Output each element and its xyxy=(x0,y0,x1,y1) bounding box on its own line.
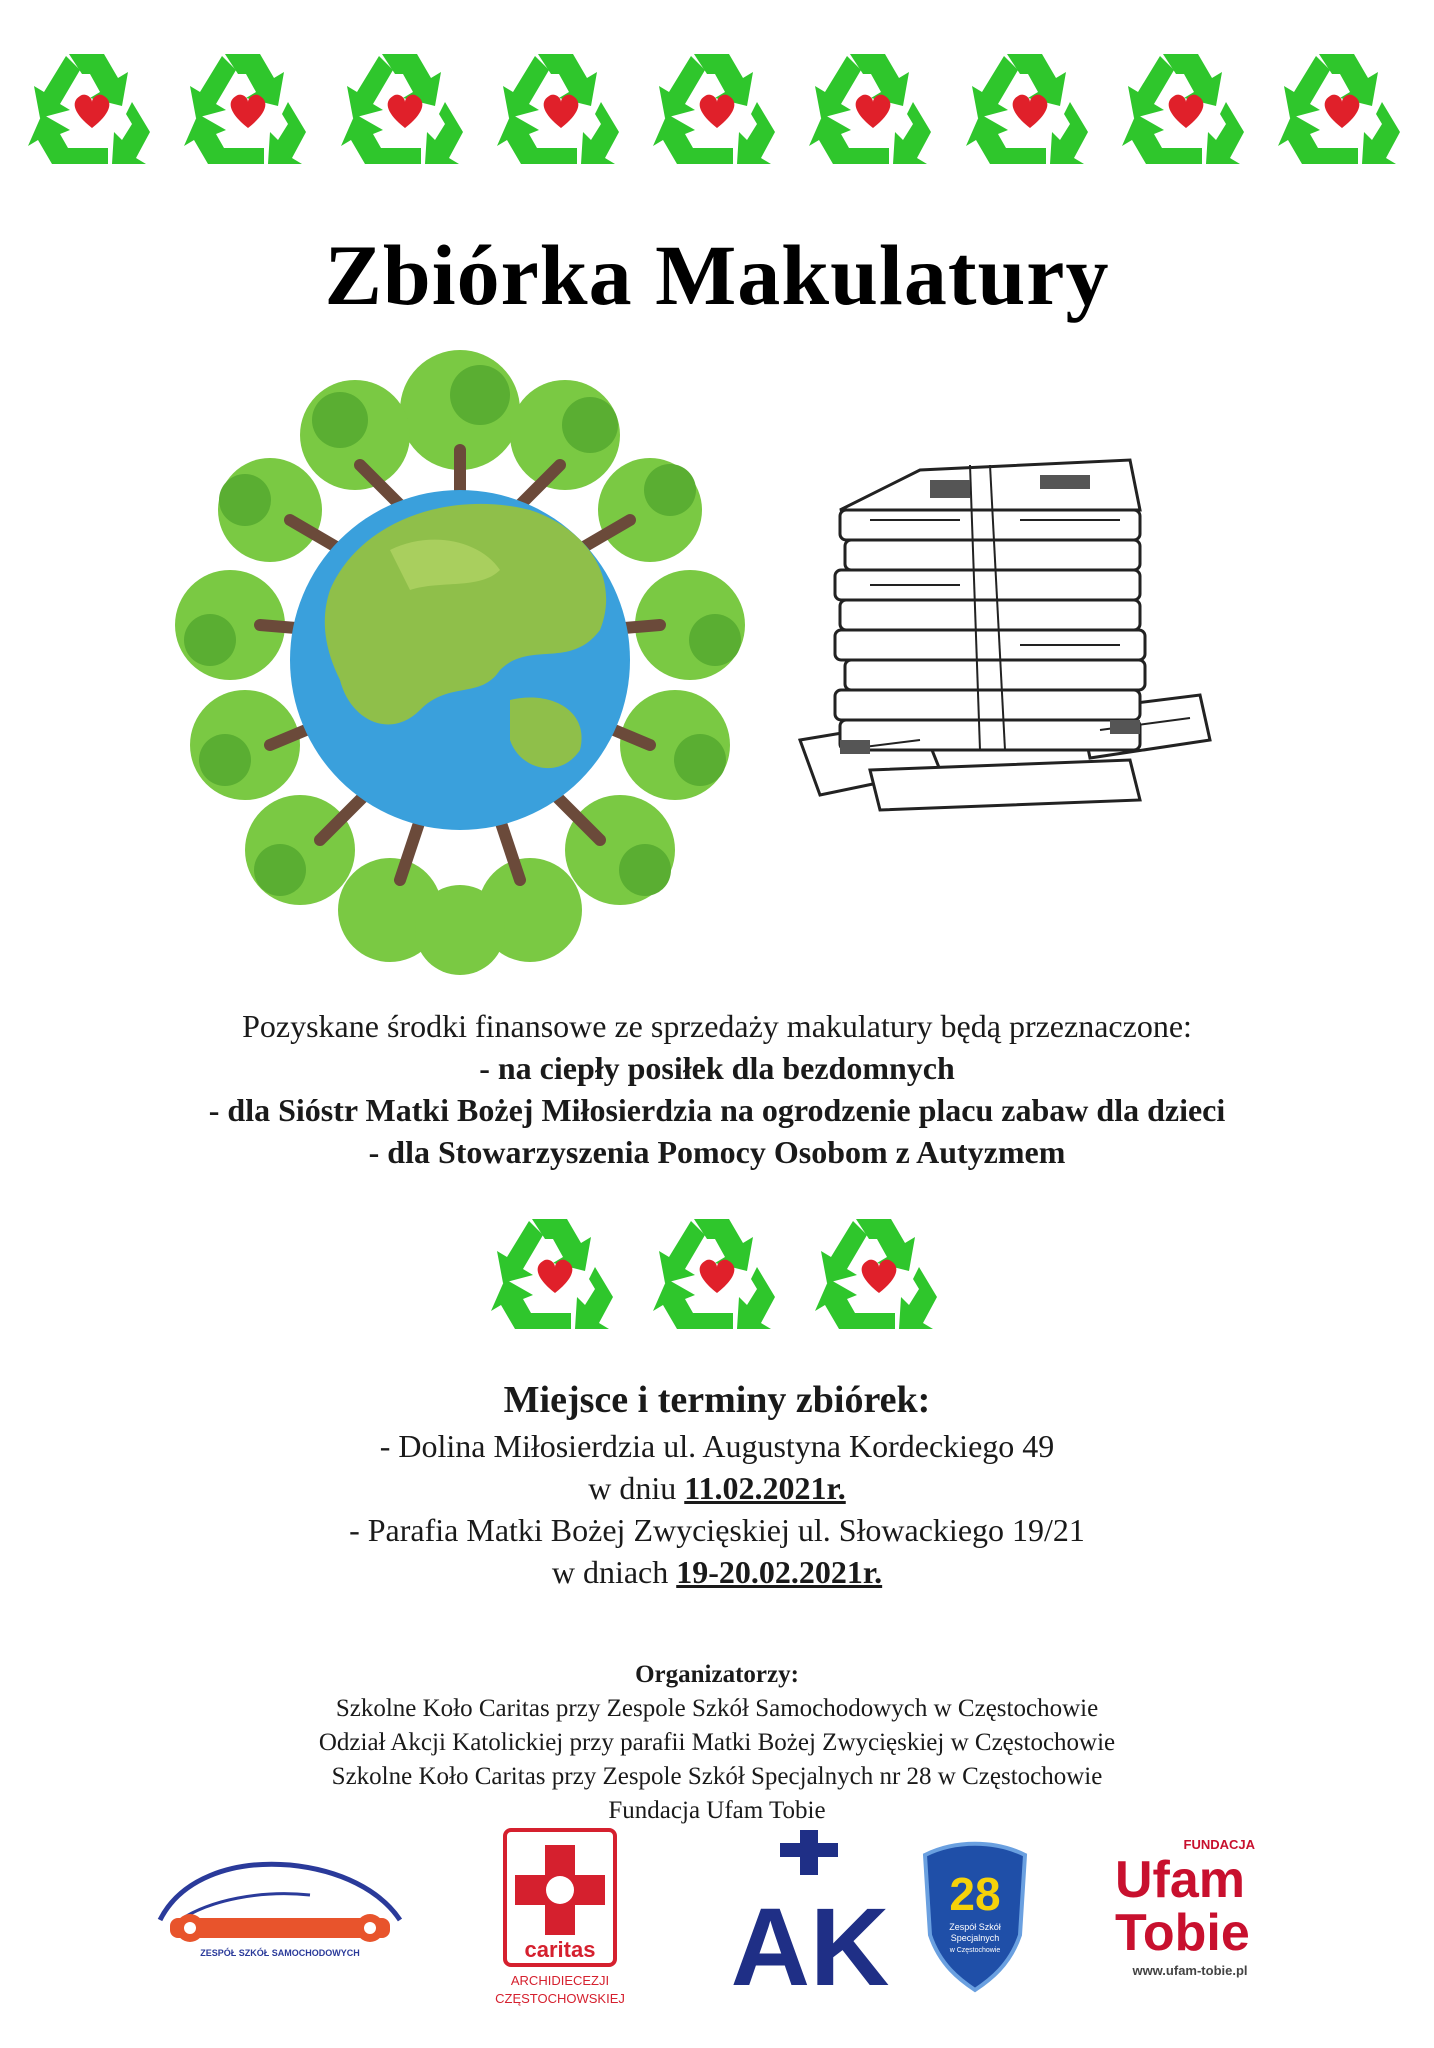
shield-text: w Częstochowie xyxy=(949,1947,1001,1954)
ufam-url: www.ufam-tobie.pl xyxy=(1132,1963,1248,1978)
newspaper-stack-illustration xyxy=(780,440,1230,840)
place-location: - Parafia Matki Bożej Zwycięskiej ul. Słowackiego 19/21 xyxy=(349,1512,1085,1548)
zss-logo-text: ZESPÓŁ SZKÓŁ SAMOCHODOWYCH xyxy=(200,1948,360,1958)
ufam-tobie-logo xyxy=(1105,1835,1275,1995)
recycle-heart-icon xyxy=(809,1205,949,1345)
ak-logo xyxy=(730,1825,890,2009)
place-location: - Dolina Miłosierdzia ul. Augustyna Kordeckiego 49 xyxy=(379,1428,1055,1464)
shield-text: Specjalnych xyxy=(950,1933,1000,1943)
page-title: Zbiórka Makulatury xyxy=(324,227,1110,323)
zss-logo xyxy=(150,1840,410,1960)
purpose-item: - dla Stowarzyszenia Pomocy Osobom z Autyzmem xyxy=(368,1134,1066,1170)
organizer-line: Fundacja Ufam Tobie xyxy=(608,1797,826,1824)
recycle-icon-row-top xyxy=(0,40,1434,180)
ak-text: AK xyxy=(730,1886,890,2009)
recycle-icon-row-middle xyxy=(0,1205,1434,1345)
place-date-line: w dniu 11.02.2021r. xyxy=(588,1470,846,1506)
ufam-fundacja: FUNDACJA xyxy=(1183,1837,1255,1852)
caritas-word: caritas xyxy=(524,1937,596,1962)
organizer-line: Szkolne Koło Caritas przy Zespole Szkół Specjalnych nr 28 w Częstochowie xyxy=(331,1763,1103,1790)
caritas-sub: CZĘSTOCHOWSKIEJ xyxy=(495,1991,625,2006)
purpose-intro: Pozyskane środki finansowe ze sprzedaży makulatury będą przeznaczone: xyxy=(242,1008,1192,1044)
caritas-sub: ARCHIDIECEZJI xyxy=(510,1973,610,1988)
places-heading: Miejsce i terminy zbiórek: xyxy=(503,1379,931,1421)
recycle-heart-icon xyxy=(960,40,1100,180)
purpose-item: - na ciepły posiłek dla bezdomnych xyxy=(479,1050,955,1086)
organizer-line: Szkolne Koło Caritas przy Zespole Szkół Samochodowych w Częstochowie xyxy=(335,1695,1099,1722)
recycle-heart-icon xyxy=(491,40,631,180)
recycle-heart-icon xyxy=(647,1205,787,1345)
school-28-shield-logo xyxy=(915,1835,1035,1995)
tobie-word: Tobie xyxy=(1115,1904,1250,1962)
place-date-line: w dniach 19-20.02.2021r. xyxy=(551,1554,883,1590)
organizers-heading: Organizatorzy: xyxy=(635,1661,799,1688)
place-date: 11.02.2021r. xyxy=(684,1470,846,1506)
purpose-item: - dla Sióstr Matki Bożej Miłosierdzia na ogrodzenie placu zabaw dla dzieci xyxy=(208,1092,1226,1128)
globe-trees-illustration xyxy=(150,340,770,980)
recycle-heart-icon xyxy=(22,40,162,180)
caritas-logo xyxy=(475,1825,645,2015)
ufam-word: Ufam xyxy=(1115,1851,1246,1909)
recycle-heart-icon xyxy=(1116,40,1256,180)
organizer-line: Odział Akcji Katolickiej przy parafii Matki Bożej Zwycięskiej w Częstochowie xyxy=(318,1729,1116,1756)
place-date: 19-20.02.2021r. xyxy=(676,1554,883,1590)
organizers-section xyxy=(0,1658,1434,1828)
recycle-heart-icon xyxy=(803,40,943,180)
shield-number: 28 xyxy=(949,1868,1001,1920)
recycle-heart-icon xyxy=(485,1205,625,1345)
recycle-heart-icon xyxy=(178,40,318,180)
recycle-heart-icon xyxy=(335,40,475,180)
recycle-heart-icon xyxy=(1272,40,1412,180)
collection-places-section xyxy=(0,1375,1434,1593)
shield-text: Zespół Szkół xyxy=(949,1922,1001,1932)
purpose-section xyxy=(0,1005,1434,1173)
recycle-heart-icon xyxy=(647,40,787,180)
